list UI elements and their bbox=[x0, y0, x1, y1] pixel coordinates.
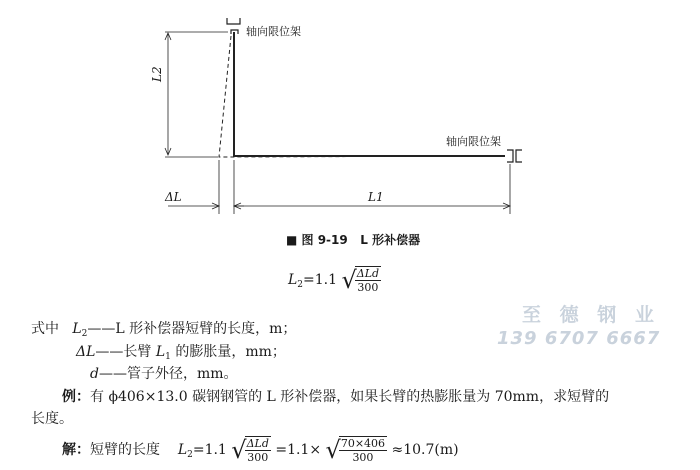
legend-intro: 式中 bbox=[31, 321, 59, 337]
right-support-bracket bbox=[507, 150, 513, 162]
right-support-label: 轴向限位架 bbox=[446, 135, 501, 148]
legend-line-2 bbox=[76, 341, 286, 362]
solution-numerator-1: ΔLd bbox=[246, 437, 269, 450]
l2-label: L2 bbox=[150, 66, 164, 82]
delta-l-label: ΔL bbox=[165, 190, 182, 204]
top-support-bracket bbox=[227, 18, 240, 24]
legend-symbol-l1: L bbox=[155, 344, 166, 360]
example-label: 例： bbox=[62, 389, 90, 405]
solution-denominator-1: 300 bbox=[247, 451, 269, 464]
formula-lhs-sub: 2 bbox=[297, 280, 304, 290]
formula-radical: √ $\frac{\text{ΔLd}}{300}$ bbox=[341, 266, 380, 294]
solution-result: ≈10.7(m) bbox=[391, 442, 459, 458]
legend-line-3 bbox=[90, 363, 238, 383]
legend-text-l2: ——L 形补偿器短臂的长度，m； bbox=[87, 321, 297, 337]
l1-label: L1 bbox=[368, 190, 384, 204]
legend-text-delta-l-b: 的膨胀量，mm； bbox=[175, 344, 286, 360]
legend-symbol-l2-sub: 2 bbox=[81, 329, 88, 339]
legend-symbol-l1-sub: 1 bbox=[165, 352, 171, 362]
solution-line bbox=[62, 436, 459, 464]
solution-numerator-2: 70×406 bbox=[340, 437, 386, 450]
caption-title: L 形补偿器 bbox=[360, 233, 421, 247]
solution-coef-2: =1.1× bbox=[275, 442, 322, 458]
legend-text-d: ——管子外径，mm。 bbox=[98, 366, 238, 382]
legend-symbol-d: d bbox=[90, 366, 99, 382]
formula-denominator: 300 bbox=[357, 281, 379, 294]
legend-line-1 bbox=[31, 318, 296, 339]
main-formula bbox=[288, 266, 381, 294]
solution-radical-1: √ $\frac{\text{ΔLd}}{300}$ bbox=[231, 436, 269, 464]
solution-denominator-2: 300 bbox=[352, 451, 374, 464]
formula-lhs: L bbox=[288, 272, 298, 288]
solution-coef-1: =1.1 bbox=[192, 442, 227, 458]
legend-text-delta-l-a: ——长臂 bbox=[95, 344, 152, 360]
solution-lhs-sub: 2 bbox=[187, 450, 193, 460]
example-text-cont: 长度。 bbox=[31, 411, 73, 427]
top-support-label: 轴向限位架 bbox=[246, 25, 301, 38]
figure-caption bbox=[286, 231, 420, 248]
example-line-1 bbox=[62, 386, 609, 406]
solution-label: 解： bbox=[62, 442, 90, 458]
solution-radical-2: √ $\frac{70\times 406}{300}$ bbox=[325, 436, 386, 464]
legend-symbol-delta-l: ΔL bbox=[76, 344, 96, 360]
watermark-company: 至 德 钢 业 bbox=[522, 304, 660, 326]
solution-text: 短臂的长度 bbox=[90, 442, 160, 458]
watermark-phone: 139 6707 6667 bbox=[497, 328, 661, 349]
legend-symbol-l2: L bbox=[72, 321, 82, 337]
formula-numerator: ΔLd bbox=[356, 267, 380, 280]
caption-prefix: ■ 图 9-19 bbox=[286, 233, 348, 247]
example-text: 有 ϕ406×13.0 碳钢钢管的 L 形补偿器，如果长臂的热膨胀量为 70mm，求短臂的 bbox=[90, 389, 610, 405]
formula-coef: =1.1 bbox=[303, 272, 338, 288]
solution-lhs: L bbox=[177, 442, 188, 458]
example-line-2 bbox=[31, 408, 73, 428]
